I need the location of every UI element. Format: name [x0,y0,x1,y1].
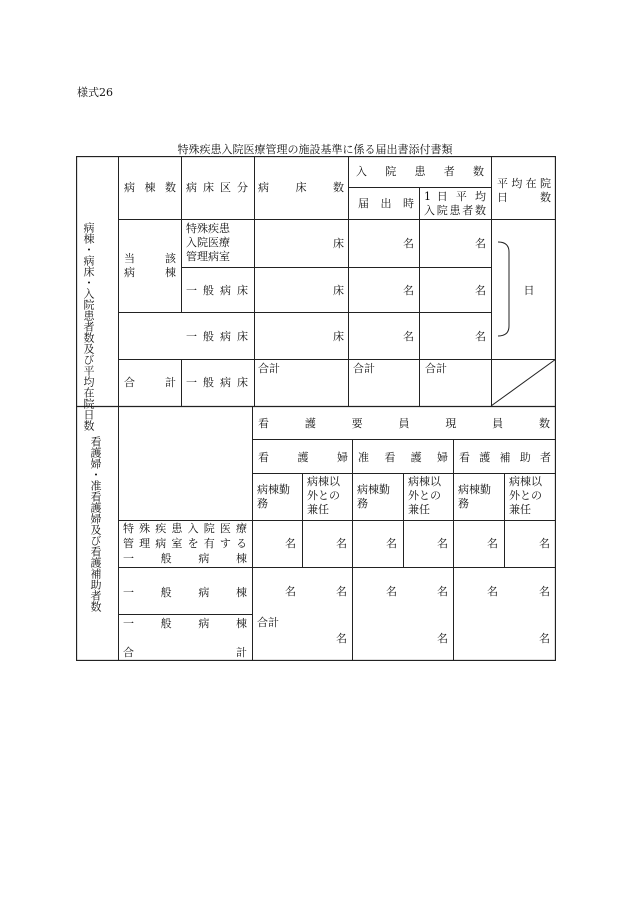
other-duty-aide-line3: 兼任 [509,503,531,516]
unit-total-assoc: 名 [437,632,448,645]
other-duty-aide-line1: 病棟以 [509,475,542,488]
unit-r1-c3: 名 [386,537,397,550]
unit-person-row3-notif: 名 [403,330,414,343]
ward-duty-aide-line2: 務 [458,497,469,510]
unit-total-nurse: 名 [336,632,347,645]
nurse-header: 看 護 婦 [258,451,348,464]
special-ward-line2: 入院医療 [186,236,230,249]
aide-header: 看護補助者 [459,451,551,464]
unit-r1-c4: 名 [437,537,448,550]
special-ward-line1: 特殊疾患 [186,222,230,235]
ward-duty-assoc-line2: 務 [357,497,368,510]
col-ward-count: 病 棟 数 [124,181,176,194]
other-duty-aide-line2: 外との [509,489,542,502]
other-duty-nurse-line1: 病棟以 [307,475,340,488]
col-daily-avg-line2: 入院患者数 [424,204,486,217]
other-duty-assoc-line3: 兼任 [408,503,430,516]
row-special-line3: 一 般 病 棟 [123,552,247,565]
special-ward-line3: 管理病室 [186,250,230,263]
row-total-line2: 合 計 [123,646,247,659]
sum-daily-avg: 合計 [425,362,447,375]
sum-label: 合計 [257,616,279,629]
ward-duty-aide-line1: 病棟勤 [458,483,491,496]
unit-r1-c5: 名 [487,537,498,550]
sum-beds: 合計 [258,362,280,375]
unit-day: 日 [523,284,535,297]
other-duty-assoc-line1: 病棟以 [408,475,441,488]
row-general: 一 般 病 棟 [123,586,247,599]
general-bed-row2: 一般病床 [186,284,248,297]
col-avg-stay-line2: 日 数 [497,191,551,204]
unit-bed-row3: 床 [333,330,344,343]
row-special-line1: 特殊疾患入院医療 [123,522,247,535]
other-duty-assoc-line2: 外との [408,489,441,502]
ward-duty-nurse-line1: 病棟勤 [257,483,290,496]
col-at-notification: 届 出 時 [358,197,414,210]
col-inpatients: 入 院 患 者 数 [356,165,484,178]
col-bed-class: 病床区分 [186,181,248,194]
unit-r2-c3: 名 [386,585,397,598]
unit-person-row1-avg: 名 [475,237,486,250]
assoc-nurse-header: 准 看 護 婦 [358,451,448,464]
unit-r2-c6: 名 [539,585,550,598]
unit-r2-c1: 名 [285,585,296,598]
unit-r2-c4: 名 [437,585,448,598]
unit-r1-c2: 名 [336,537,347,550]
sum-notification: 合計 [353,362,375,375]
table1-row-label: 病棟・病床・入院患者数及び平均在院日数 [82,222,95,431]
unit-person-row3-avg: 名 [475,330,486,343]
applicable-ward-line1: 当 該 [124,252,176,265]
unit-r2-c2: 名 [336,585,347,598]
staff-header: 看 護 要 員 現 員 数 [258,417,550,430]
form-number: 様式26 [77,86,113,99]
other-duty-nurse-line3: 兼任 [307,503,329,516]
other-duty-nurse-line2: 外との [307,489,340,502]
unit-person-row2-notif: 名 [403,284,414,297]
unit-r1-c6: 名 [539,537,550,550]
col-daily-avg-line1: 1 日 平 均 [424,190,486,203]
col-beds: 病 床 数 [258,181,344,194]
unit-bed-row2: 床 [333,284,344,297]
ward-duty-nurse-line2: 務 [257,497,268,510]
ward-duty-assoc-line1: 病棟勤 [357,483,390,496]
attachment-form-grid [76,156,556,661]
unit-bed-row1: 床 [333,237,344,250]
unit-r2-c5: 名 [487,585,498,598]
total-label: 合 計 [124,376,176,389]
unit-r1-c1: 名 [285,537,296,550]
row-total-line1: 一 般 病 棟 [123,617,247,630]
unit-total-aide: 名 [539,632,550,645]
applicable-ward-line2: 病 棟 [124,266,176,279]
unit-person-row1-notif: 名 [403,237,414,250]
document-title: 特殊疾患入院医療管理の施設基準に係る届出書添付書類 [177,143,453,156]
unit-person-row2-avg: 名 [475,284,486,297]
general-bed-row3: 一般病床 [186,330,248,343]
general-bed-total: 一般病床 [186,376,248,389]
row-special-line2: 管理病室を有する [123,537,247,550]
table2-row-label: 看護婦・准看護婦及び看護補助者数 [89,436,102,612]
col-avg-stay-line1: 平均在院 [497,177,551,190]
